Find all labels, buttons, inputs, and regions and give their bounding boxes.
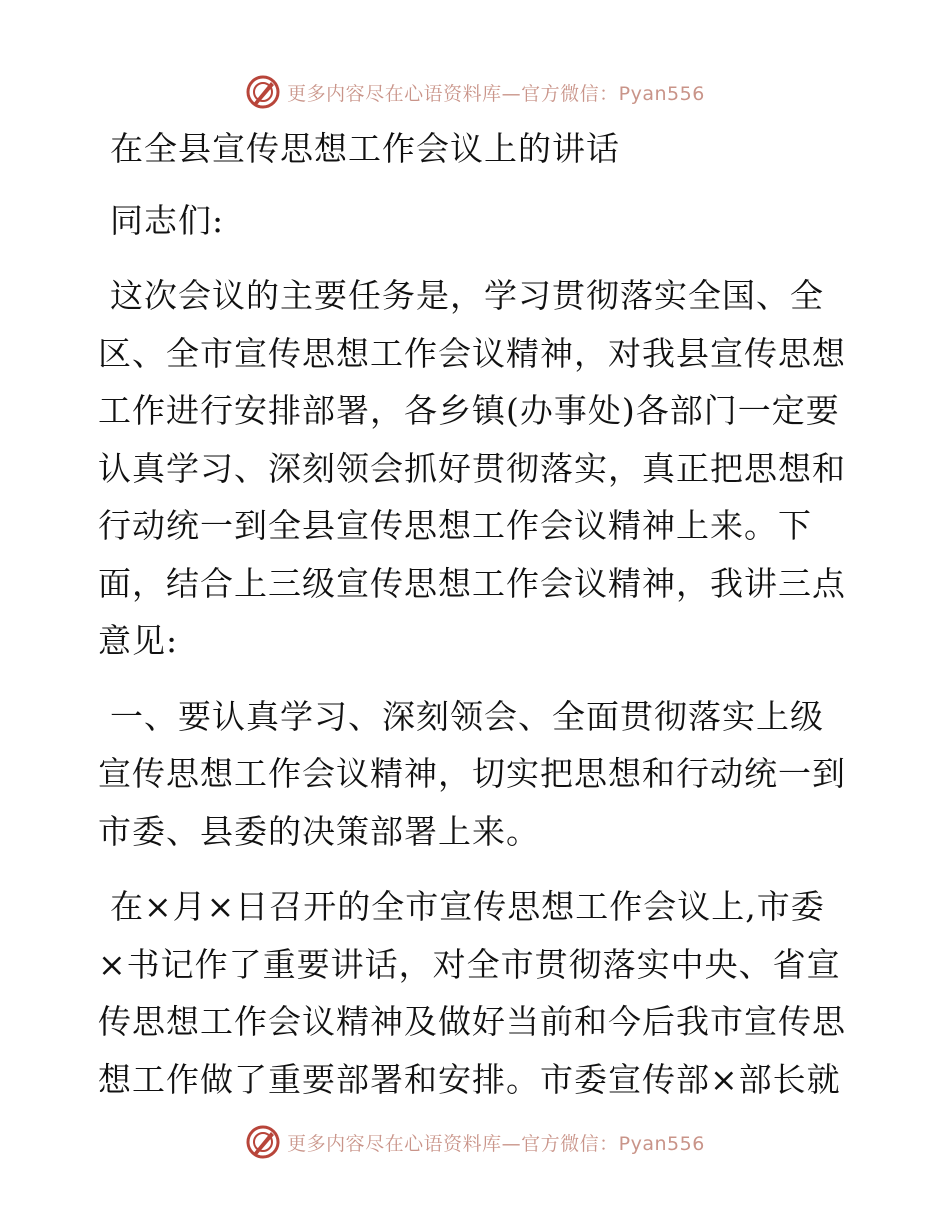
watermark-text: 更多内容尽在心语资料库—官方微信：Pyan556 [287, 1132, 705, 1155]
watermark-footer [0, 1122, 950, 1162]
paragraph-section-1: 在×月×日召开的全市宣传思想工作会议上,市委×书记作了重要讲话，对全市贯彻落实中央、省宣传思想工作会议精神及做好当前和今后我市宣传思想工作做了重要部署和安排。市委宣传部×部长就 [98, 887, 846, 1099]
pen-seal-logo-icon [245, 1124, 281, 1160]
watermark-text: 更多内容尽在心语资料库—官方微信：Pyan556 [287, 82, 705, 105]
document-title: 在全县宣传思想工作会议上的讲话 [110, 129, 620, 168]
pen-seal-logo-icon [245, 74, 281, 110]
paragraph-intro: 这次会议的主要任务是，学习贯彻落实全国、全区、全市宣传思想工作会议精神，对我县宣传思想工作进行安排部署，各乡镇(办事处)各部门一定要认真学习、深刻领会抓好贯彻落实，真正把思想和行动统一到全县宣传思想工作会议精神上来。下面，结合上三级宣传思想工作会议精神，我讲三点意见: [98, 276, 846, 660]
watermark-header [0, 72, 950, 112]
greeting: 同志们: [110, 200, 225, 240]
section-heading-1: 一、要认真学习、深刻领会、全面贯彻落实上级宣传思想工作会议精神，切实把思想和行动统一到市委、县委的决策部署上来。 [98, 696, 846, 851]
document-body [98, 120, 850, 1108]
